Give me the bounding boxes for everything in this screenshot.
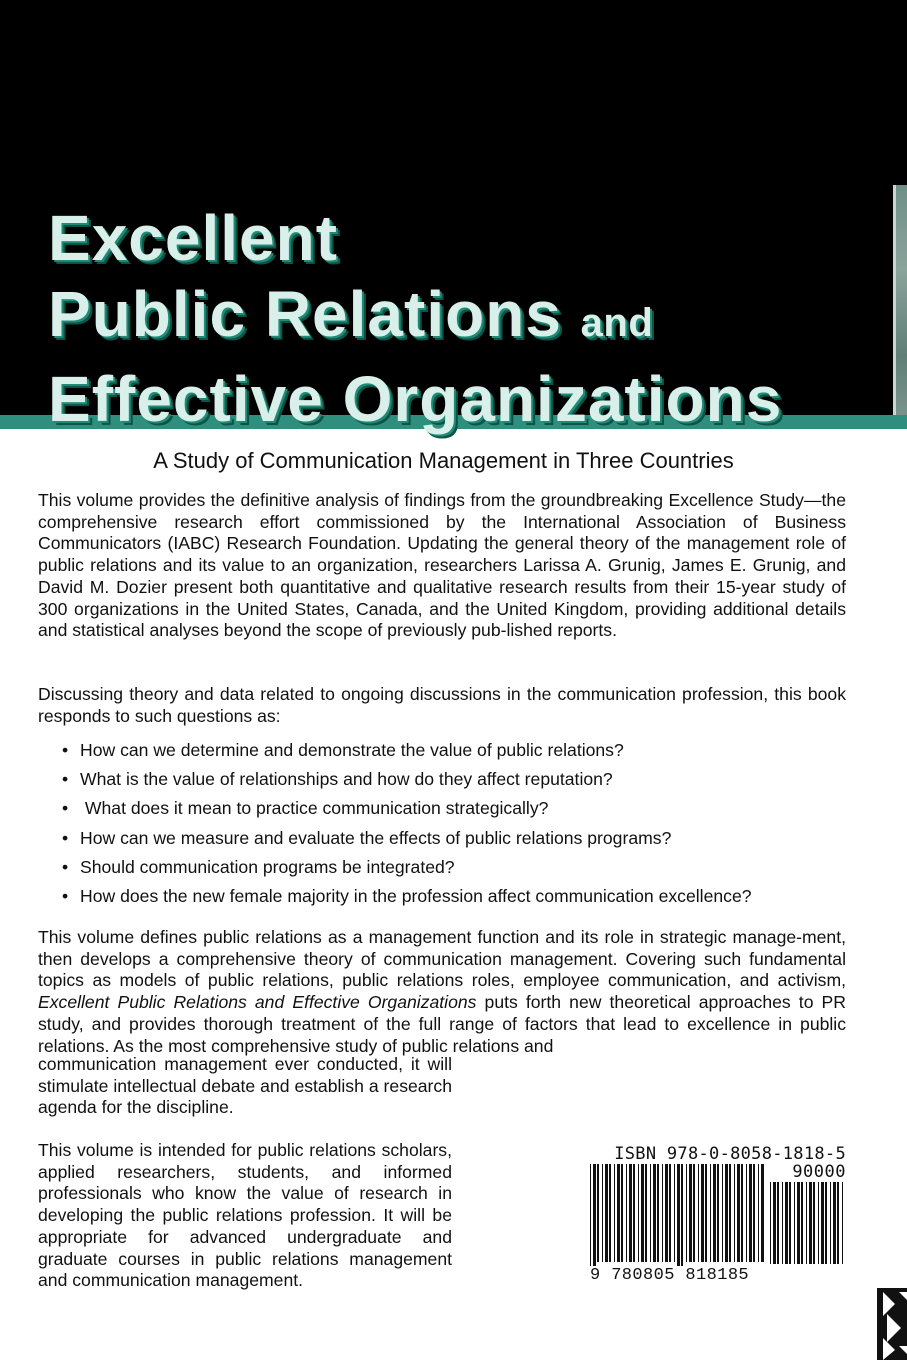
barcode-bars-ean xyxy=(590,1164,766,1270)
barcode-bar xyxy=(638,1164,639,1262)
bullet-icon: • xyxy=(62,798,69,819)
book-subtitle: A Study of Communication Management in Three Countries xyxy=(153,448,734,473)
barcode-bar xyxy=(665,1164,668,1262)
barcode-bar xyxy=(701,1164,704,1262)
barcode-bar xyxy=(614,1164,615,1262)
list-item xyxy=(62,824,862,853)
question-text: Should communication programs be integrated? xyxy=(80,856,455,877)
barcode-bar xyxy=(785,1182,788,1264)
barcode-bar xyxy=(737,1164,740,1262)
barcode-bar xyxy=(794,1182,795,1264)
barcode-bar xyxy=(758,1164,759,1262)
question-text: What does it mean to practice communication strategically? xyxy=(80,798,549,819)
barcode-bar xyxy=(813,1182,815,1264)
barcode-bar xyxy=(633,1164,635,1262)
publisher-logo-icon xyxy=(877,1288,907,1360)
barcode-bar xyxy=(806,1182,807,1264)
barcode-bar xyxy=(677,1164,680,1270)
isbn-barcode xyxy=(590,1144,846,1294)
barcode-bar xyxy=(801,1182,803,1264)
description-paragraph-4: This volume is intended for public relations scholars, applied researchers, students, and informed professionals who know the value of research in developing the public relations profession. It will be appropriate for advanced undergraduate and graduate courses in public relations management and communication management. xyxy=(38,1140,452,1291)
barcode-bar xyxy=(782,1182,783,1264)
isbn-label: ISBN 978-0-8058-1818-5 xyxy=(614,1144,846,1164)
barcode-bar xyxy=(825,1182,827,1264)
barcode-bar xyxy=(698,1164,699,1262)
bullet-icon: • xyxy=(62,856,69,877)
list-item xyxy=(62,736,862,765)
barcode-bar xyxy=(645,1164,647,1262)
barcode-bar xyxy=(689,1164,692,1262)
price-code: 90000 xyxy=(792,1162,846,1182)
question-list xyxy=(62,736,862,911)
question-text: What is the value of relationships and how do they affect reputation? xyxy=(80,769,613,790)
barcode-bar xyxy=(842,1182,843,1264)
barcode-bar xyxy=(662,1164,663,1262)
barcode-bar xyxy=(609,1164,611,1262)
description-paragraph-2: Discussing theory and data related to ongoing discussions in the communication profession, this book responds to such questions as: xyxy=(38,684,846,726)
barcode-bar xyxy=(797,1182,800,1264)
barcode-bar xyxy=(602,1164,603,1262)
description-paragraph-3 xyxy=(38,927,846,1057)
list-item xyxy=(62,794,862,823)
barcode-bar xyxy=(641,1164,644,1262)
barcode-bar xyxy=(821,1182,824,1264)
paragraph3-text-b: puts forth new theoretical approaches to PR study, and provides thorough treatment of the full range of factors that lead to excellence in public relations. As the most comprehensive study of public relations and xyxy=(38,992,846,1056)
barcode-bar xyxy=(617,1164,620,1262)
barcode-bar xyxy=(753,1164,755,1262)
description-paragraph-1: This volume provides the definitive analysis of findings from the groundbreaking Excellence Study—the comprehensive research effort commissioned by the International Association of Business Communicators (IABC) Research Foundation. Updating the general theory of the management role of public relations and its value to an organization, researchers Larissa A. Grunig, James E. Grunig, and David M. Dozier present both quantitative and qualitative research results from their 15-year study of 300 organizations in the United States, Canada, and the United Kingdom, providing additional details and statistical analyses beyond the scope of previously pub-lished reports. xyxy=(38,490,846,641)
barcode-bar xyxy=(833,1182,836,1264)
barcode-bar xyxy=(590,1164,591,1270)
barcode-bar xyxy=(593,1164,596,1270)
title-line-effective-organizations: Effective Organizations xyxy=(48,363,783,435)
barcode-bar xyxy=(741,1164,743,1262)
barcode-bar xyxy=(713,1164,716,1262)
barcode-bar xyxy=(725,1164,728,1262)
barcode-bar xyxy=(770,1182,771,1264)
bullet-icon: • xyxy=(62,827,69,848)
bullet-icon: • xyxy=(62,885,69,906)
barcode-bar xyxy=(650,1164,651,1262)
barcode-bar xyxy=(749,1164,752,1262)
barcode-bar xyxy=(605,1164,608,1262)
barcode-bars-price xyxy=(770,1182,846,1272)
barcode-bar xyxy=(830,1182,831,1264)
barcode-bar xyxy=(729,1164,731,1262)
question-text: How does the new female majority in the profession affect communication excellence? xyxy=(80,885,752,906)
barcode-bar xyxy=(597,1164,599,1262)
title-line-public-relations xyxy=(48,276,868,361)
barcode-bar xyxy=(705,1164,707,1262)
barcode-bar xyxy=(746,1164,747,1262)
barcode-bar xyxy=(717,1164,719,1262)
barcode-bar xyxy=(773,1182,776,1264)
barcode-bar xyxy=(629,1164,632,1262)
book-title xyxy=(48,200,868,437)
barcode-bar xyxy=(761,1164,764,1262)
paragraph3-book-title: Excellent Public Relations and Effective Organizations xyxy=(38,992,477,1013)
cover-image-edge xyxy=(893,185,907,429)
list-item xyxy=(62,765,862,794)
barcode-bar xyxy=(809,1182,812,1264)
barcode-bar xyxy=(710,1164,711,1262)
barcode-bar xyxy=(669,1164,671,1262)
title-and-word: and xyxy=(580,301,654,345)
barcode-bar xyxy=(686,1164,687,1262)
barcode-bar xyxy=(722,1164,723,1262)
list-item xyxy=(62,853,862,882)
barcode-bar xyxy=(674,1164,675,1262)
list-item xyxy=(62,882,862,911)
ean-digits: 9 780805 818185 xyxy=(590,1266,790,1286)
question-text: How can we measure and evaluate the effects of public relations programs? xyxy=(80,827,672,848)
barcode-bar xyxy=(818,1182,819,1264)
bullet-icon: • xyxy=(62,769,69,790)
paragraph3-text-a: This volume defines public relations as a management function and its role in strategic manage-ment, then develops a comprehensive theory of communication management. Covering such fundamental topics as models of public relations, public relations roles, employee communication, and activism, xyxy=(38,927,846,991)
barcode-bar xyxy=(734,1164,735,1262)
barcode-bar xyxy=(693,1164,695,1262)
barcode-bar xyxy=(777,1182,779,1264)
barcode-bar xyxy=(653,1164,656,1262)
barcode-bar xyxy=(681,1164,683,1270)
description-paragraph-3-continued: communication management ever conducted, it will stimulate intellectual debate and establish a research agenda for the discipline. xyxy=(38,1054,452,1118)
barcode-bar xyxy=(621,1164,623,1262)
barcode-bar xyxy=(626,1164,627,1262)
barcode-bar xyxy=(657,1164,659,1262)
barcode-bar xyxy=(837,1182,839,1264)
barcode-bar xyxy=(789,1182,791,1264)
question-text: How can we determine and demonstrate the value of public relations? xyxy=(80,740,624,760)
title-line-excellent: Excellent xyxy=(48,202,339,274)
title-public-relations-text: Public Relations xyxy=(48,278,562,350)
bullet-icon: • xyxy=(62,740,69,760)
